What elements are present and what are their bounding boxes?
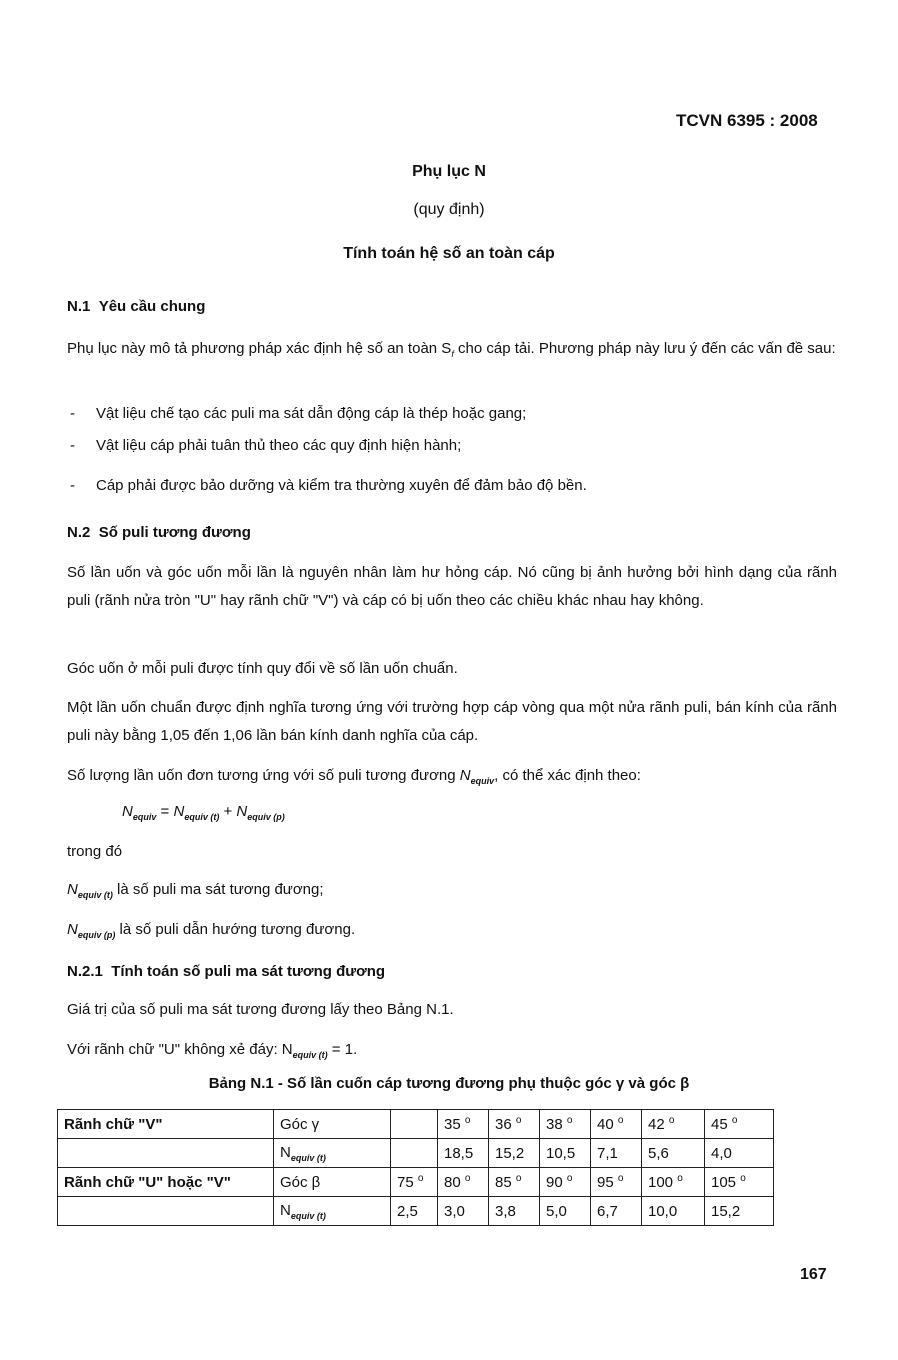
n21-paragraph-1: Giá trị của số puli ma sát tương đương lấy theo Bảng N.1.: [67, 1001, 454, 1018]
table-cell: 85 $^o$: [489, 1168, 540, 1197]
table-cell: 100 $^o$: [642, 1168, 705, 1197]
table-row: [58, 1197, 774, 1226]
formula: $N_{equiv} = N_{equiv (t)} + N_{equiv (p)}$: [122, 803, 285, 822]
table-cell: 18,5: [438, 1139, 489, 1168]
n1-paragraph: Phụ lục này mô tả phương pháp xác định hệ số an toàn $S_f$ cho cáp tải. Phương pháp này lưu ý đến các vấn đề sau:: [67, 340, 836, 359]
annex-type: (quy định): [413, 201, 485, 218]
table-cell: 5,6: [642, 1139, 705, 1168]
annex-title: Phụ lục N: [412, 163, 486, 180]
table-cell: Rãnh chữ "U" hoặc "V": [58, 1168, 274, 1197]
n2-paragraph-1: Số lần uốn và góc uốn mỗi lần là nguyên nhân làm hư hỏng cáp. Nó cũng bị ảnh hưởng bởi hình dạng của rãnh puli (rãnh nửa tròn "U" hay rãnh chữ "V") và cáp có bị uốn theo các chiều khác nhau hay không.: [67, 564, 837, 609]
n21-paragraph-2: Với rãnh chữ "U" không xẻ đáy: $N_{equiv (t)} = 1$.: [67, 1041, 358, 1060]
section-heading-n2: N.2 Số puli tương đương: [67, 524, 251, 541]
section-heading-n21: N.2.1 Tính toán số puli ma sát tương đương: [67, 963, 386, 980]
table-caption: Bảng N.1 - Số lần cuốn cáp tương đương phụ thuộc góc γ và góc β: [208, 1075, 690, 1092]
bullet-item: - Vật liệu chế tạo các puli ma sát dẫn động cáp là thép hoặc gang;: [70, 405, 527, 422]
table-cell: 75 $^o$: [391, 1168, 438, 1197]
where-text: trong đó: [67, 843, 123, 860]
standard-code: TCVN 6395 : 2008: [676, 111, 818, 130]
table-cell: 10,0: [642, 1197, 705, 1226]
table-row: [58, 1139, 774, 1168]
table-cell: 15,2: [705, 1197, 774, 1226]
table-cell: 3,8: [489, 1197, 540, 1226]
table-row: [58, 1110, 774, 1139]
table-cell: Góc β: [274, 1168, 391, 1197]
table-cell: 38 $^o$: [540, 1110, 591, 1139]
table-cell: 10,5: [540, 1139, 591, 1168]
n2-paragraph-2: Góc uốn ở mỗi puli được tính quy đổi về số lần uốn chuẩn.: [67, 660, 458, 677]
table-cell: Góc γ: [274, 1110, 391, 1139]
table-cell: 7,1: [591, 1139, 642, 1168]
n2-paragraph-4: Số lượng lần uốn đơn tương ứng với số puli tương đương $N_{equiv}$, có thể xác định theo:: [67, 767, 641, 786]
table-cell: 35 $^o$: [438, 1110, 489, 1139]
bullet-item: - Vật liệu cáp phải tuân thủ theo các quy định hiện hành;: [70, 437, 462, 454]
n2-paragraph-3: Một lần uốn chuẩn được định nghĩa tương ứng với trường hợp cáp vòng qua một nửa rãnh puli, bán kính của rãnh puli này bằng 1,05 đến 1,06 lần bán kính danh nghĩa của cáp.: [67, 699, 837, 744]
table-cell: 80 $^o$: [438, 1168, 489, 1197]
table-cell: 42 $^o$: [642, 1110, 705, 1139]
table-cell: 40 $^o$: [591, 1110, 642, 1139]
table-cell: [58, 1139, 274, 1168]
definition-n-equiv-t: $N_{equiv (t)}$ là số puli ma sát tương đương;: [67, 881, 324, 900]
table-cell: [391, 1139, 438, 1168]
annex-subject: Tính toán hệ số an toàn cáp: [343, 245, 555, 262]
table-cell: 6,7: [591, 1197, 642, 1226]
table-row: [58, 1168, 774, 1197]
table-cell: [391, 1110, 438, 1139]
table-cell: 5,0: [540, 1197, 591, 1226]
bullet-item: - Cáp phải được bảo dưỡng và kiểm tra thường xuyên để đảm bảo độ bền.: [70, 477, 587, 494]
table-cell: 95 $^o$: [591, 1168, 642, 1197]
table-cell: 2,5: [391, 1197, 438, 1226]
table-cell: 105 $^o$: [705, 1168, 774, 1197]
table-cell: 45 $^o$: [705, 1110, 774, 1139]
table-cell: Rãnh chữ "V": [58, 1110, 274, 1139]
table-cell: [58, 1197, 274, 1226]
table-cell: 36 $^o$: [489, 1110, 540, 1139]
table-cell: 3,0: [438, 1197, 489, 1226]
table-cell: 15,2: [489, 1139, 540, 1168]
page-number: 167: [800, 1266, 827, 1283]
table-cell: 4,0: [705, 1139, 774, 1168]
table-cell: 90 $^o$: [540, 1168, 591, 1197]
definition-n-equiv-p: $N_{equiv (p)}$ là số puli dẫn hướng tương đương.: [67, 921, 356, 940]
table-n1: [57, 1109, 774, 1226]
section-heading-n1: N.1 Yêu cầu chung: [67, 298, 206, 315]
table-cell: $N_{equiv (t)}$: [274, 1139, 391, 1168]
table-cell: $N_{equiv (t)}$: [274, 1197, 391, 1226]
